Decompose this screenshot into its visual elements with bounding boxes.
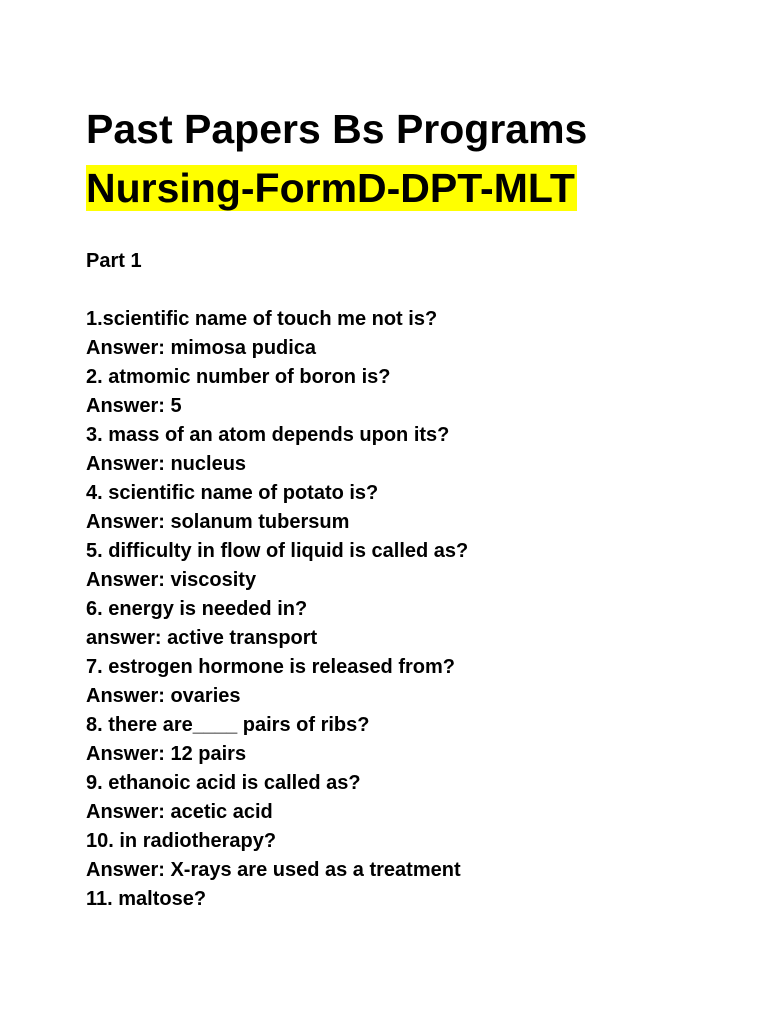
- part-label: Part 1: [86, 250, 142, 272]
- page-title: Past Papers Bs Programs: [86, 106, 588, 152]
- qa-line: Answer: 12 pairs: [86, 743, 247, 765]
- qa-line: 6. energy is needed in?: [86, 598, 308, 620]
- qa-line: Answer: X-rays are used as a treatment: [86, 859, 461, 881]
- qa-line: Answer: solanum tubersum: [86, 511, 350, 533]
- qa-line: Answer: mimosa pudica: [86, 337, 317, 359]
- qa-line: 11. maltose?: [86, 888, 207, 910]
- qa-line: answer: active transport: [86, 627, 318, 649]
- qa-line: 9. ethanoic acid is called as?: [86, 772, 361, 794]
- qa-line: 1.scientific name of touch me not is?: [86, 308, 438, 330]
- qa-line: 4. scientific name of potato is?: [86, 482, 379, 504]
- page-subtitle: [86, 163, 577, 213]
- qa-line: Answer: viscosity: [86, 569, 257, 591]
- qa-line: 5. difficulty in flow of liquid is called as?: [86, 540, 469, 562]
- qa-line: 8. there are____ pairs of ribs?: [86, 714, 370, 736]
- qa-line: Answer: acetic acid: [86, 801, 273, 823]
- qa-line: 10. in radiotherapy?: [86, 830, 277, 852]
- qa-line: Answer: nucleus: [86, 453, 247, 475]
- question-answer-list: [86, 305, 468, 914]
- qa-line: Answer: 5: [86, 395, 182, 417]
- qa-line: Answer: ovaries: [86, 685, 241, 707]
- highlighted-subtitle-text: Nursing-FormD-DPT-MLT: [86, 165, 575, 211]
- qa-line: 2. atmomic number of boron is?: [86, 366, 391, 388]
- qa-line: 7. estrogen hormone is released from?: [86, 656, 455, 678]
- qa-line: 3. mass of an atom depends upon its?: [86, 424, 450, 446]
